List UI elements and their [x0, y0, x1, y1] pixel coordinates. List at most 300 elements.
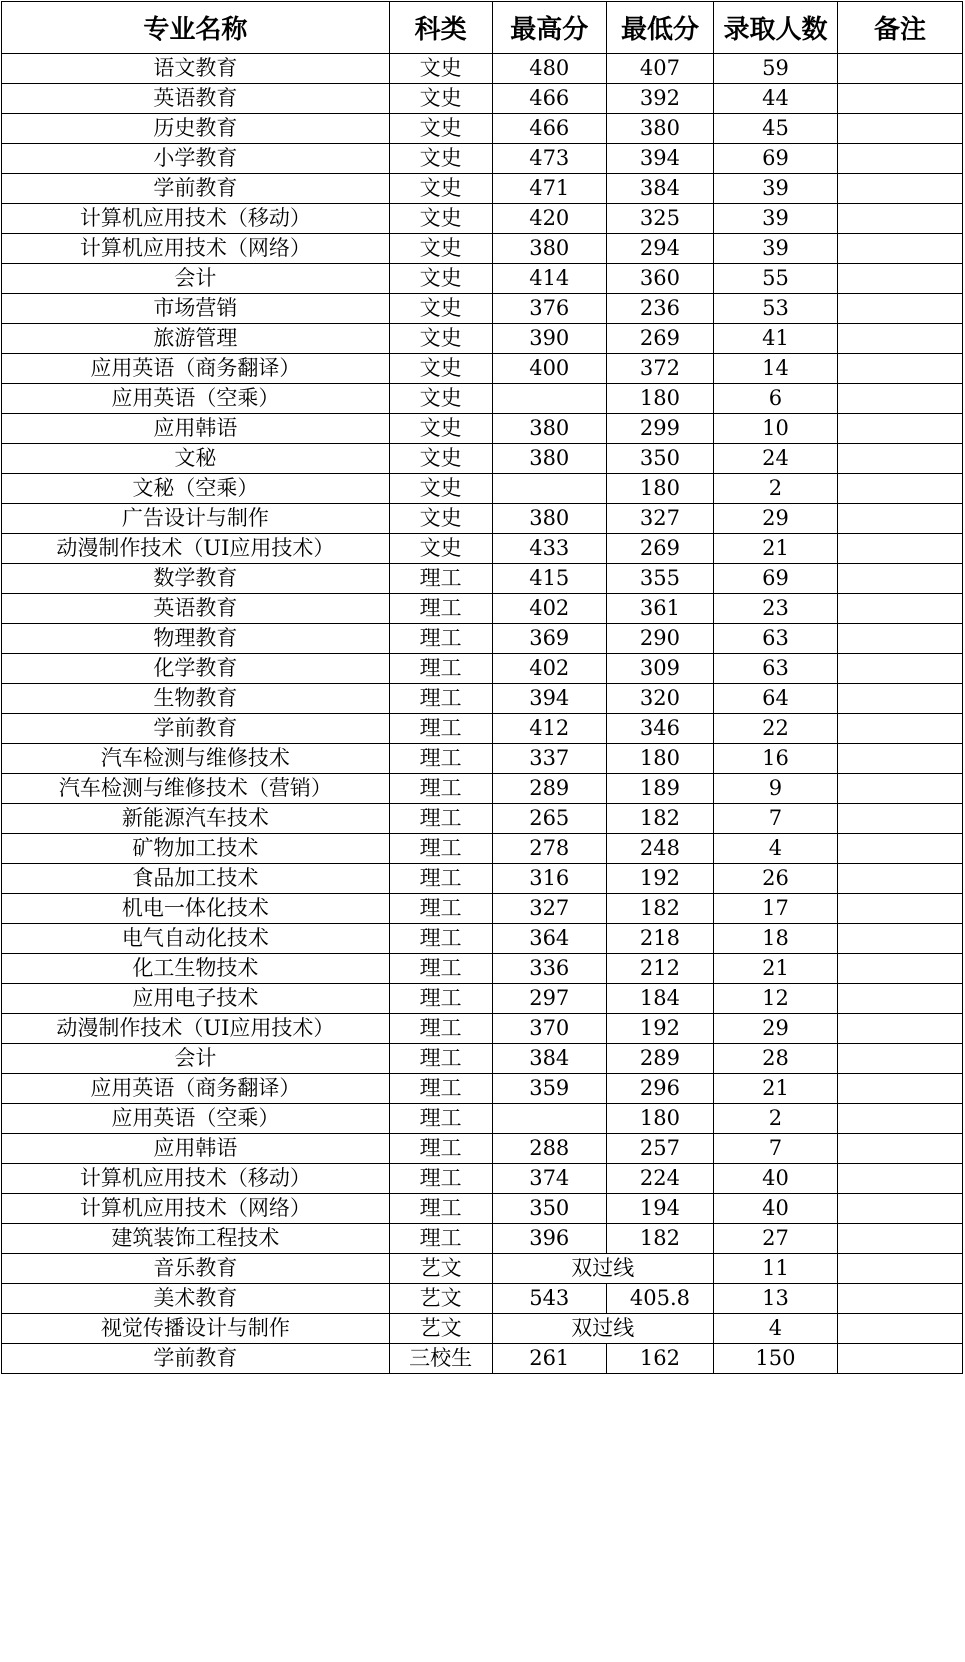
category-cell: 理工	[389, 1104, 492, 1134]
min-score-cell: 296	[606, 1074, 713, 1104]
category-cell: 文史	[389, 504, 492, 534]
admitted-count-cell: 64	[713, 684, 837, 714]
min-score-cell: 289	[606, 1044, 713, 1074]
admitted-count-cell: 150	[713, 1344, 837, 1374]
min-score-cell: 248	[606, 834, 713, 864]
table-row	[2, 474, 963, 504]
category-cell: 文史	[389, 474, 492, 504]
major-cell: 应用英语（空乘）	[2, 384, 390, 414]
major-cell: 文秘	[2, 444, 390, 474]
table-row	[2, 354, 963, 384]
max-score-cell: 336	[492, 954, 606, 984]
min-score-cell: 180	[606, 474, 713, 504]
max-score-cell: 350	[492, 1194, 606, 1224]
table-row	[2, 714, 963, 744]
major-cell: 英语教育	[2, 84, 390, 114]
category-cell: 理工	[389, 1224, 492, 1254]
major-cell: 物理教育	[2, 624, 390, 654]
admitted-count-cell: 69	[713, 144, 837, 174]
min-score-cell: 361	[606, 594, 713, 624]
major-cell: 文秘（空乘）	[2, 474, 390, 504]
table-row	[2, 324, 963, 354]
note-cell	[837, 1074, 962, 1104]
table-row	[2, 1194, 963, 1224]
table-row	[2, 1344, 963, 1374]
min-score-cell: 384	[606, 174, 713, 204]
table-row	[2, 654, 963, 684]
category-cell: 理工	[389, 774, 492, 804]
major-cell: 汽车检测与维修技术	[2, 744, 390, 774]
admitted-count-cell: 40	[713, 1164, 837, 1194]
major-cell: 数学教育	[2, 564, 390, 594]
category-cell: 艺文	[389, 1314, 492, 1344]
major-cell: 英语教育	[2, 594, 390, 624]
min-score-cell: 184	[606, 984, 713, 1014]
min-score-cell: 257	[606, 1134, 713, 1164]
table-row	[2, 1044, 963, 1074]
table-row	[2, 1224, 963, 1254]
table-row	[2, 684, 963, 714]
category-cell: 理工	[389, 894, 492, 924]
max-score-cell: 471	[492, 174, 606, 204]
note-cell	[837, 594, 962, 624]
note-cell	[837, 1284, 962, 1314]
table-row	[2, 264, 963, 294]
header-admitted-count: 录取人数	[713, 2, 837, 54]
table-row	[2, 834, 963, 864]
admission-scores-table	[1, 1, 963, 1374]
min-score-cell: 180	[606, 744, 713, 774]
admitted-count-cell: 10	[713, 414, 837, 444]
score-merged-cell: 双过线	[492, 1314, 713, 1344]
min-score-cell: 224	[606, 1164, 713, 1194]
note-cell	[837, 234, 962, 264]
max-score-cell: 402	[492, 594, 606, 624]
admitted-count-cell: 63	[713, 624, 837, 654]
note-cell	[837, 444, 962, 474]
major-cell: 电气自动化技术	[2, 924, 390, 954]
min-score-cell: 405.8	[606, 1284, 713, 1314]
note-cell	[837, 834, 962, 864]
max-score-cell: 380	[492, 414, 606, 444]
max-score-cell: 380	[492, 504, 606, 534]
admitted-count-cell: 29	[713, 1014, 837, 1044]
note-cell	[837, 1134, 962, 1164]
max-score-cell: 380	[492, 234, 606, 264]
min-score-cell: 192	[606, 1014, 713, 1044]
note-cell	[837, 474, 962, 504]
major-cell: 历史教育	[2, 114, 390, 144]
admitted-count-cell: 39	[713, 234, 837, 264]
table-body	[2, 54, 963, 1374]
min-score-cell: 189	[606, 774, 713, 804]
max-score-cell: 359	[492, 1074, 606, 1104]
admitted-count-cell: 69	[713, 564, 837, 594]
admitted-count-cell: 11	[713, 1254, 837, 1284]
min-score-cell: 350	[606, 444, 713, 474]
major-cell: 计算机应用技术（网络）	[2, 1194, 390, 1224]
major-cell: 动漫制作技术（UI应用技术）	[2, 1014, 390, 1044]
max-score-cell: 543	[492, 1284, 606, 1314]
major-cell: 动漫制作技术（UI应用技术）	[2, 534, 390, 564]
category-cell: 文史	[389, 144, 492, 174]
table-row	[2, 504, 963, 534]
major-cell: 新能源汽车技术	[2, 804, 390, 834]
category-cell: 理工	[389, 924, 492, 954]
note-cell	[837, 264, 962, 294]
category-cell: 理工	[389, 1014, 492, 1044]
admitted-count-cell: 9	[713, 774, 837, 804]
note-cell	[837, 774, 962, 804]
max-score-cell: 261	[492, 1344, 606, 1374]
major-cell: 市场营销	[2, 294, 390, 324]
table-row	[2, 774, 963, 804]
min-score-cell: 212	[606, 954, 713, 984]
major-cell: 化工生物技术	[2, 954, 390, 984]
table-row	[2, 594, 963, 624]
note-cell	[837, 84, 962, 114]
table-row	[2, 564, 963, 594]
note-cell	[837, 684, 962, 714]
category-cell: 理工	[389, 654, 492, 684]
min-score-cell: 218	[606, 924, 713, 954]
min-score-cell: 162	[606, 1344, 713, 1374]
major-cell: 应用英语（商务翻译）	[2, 354, 390, 384]
category-cell: 理工	[389, 624, 492, 654]
major-cell: 应用英语（商务翻译）	[2, 1074, 390, 1104]
major-cell: 建筑装饰工程技术	[2, 1224, 390, 1254]
note-cell	[837, 1164, 962, 1194]
admitted-count-cell: 14	[713, 354, 837, 384]
admitted-count-cell: 28	[713, 1044, 837, 1074]
note-cell	[837, 1314, 962, 1344]
admitted-count-cell: 6	[713, 384, 837, 414]
max-score-cell: 265	[492, 804, 606, 834]
score-merged-cell: 双过线	[492, 1254, 713, 1284]
min-score-cell: 360	[606, 264, 713, 294]
max-score-cell: 396	[492, 1224, 606, 1254]
max-score-cell: 370	[492, 1014, 606, 1044]
header-category: 科类	[389, 2, 492, 54]
admitted-count-cell: 12	[713, 984, 837, 1014]
admitted-count-cell: 21	[713, 534, 837, 564]
min-score-cell: 380	[606, 114, 713, 144]
min-score-cell: 327	[606, 504, 713, 534]
admitted-count-cell: 63	[713, 654, 837, 684]
note-cell	[837, 144, 962, 174]
min-score-cell: 182	[606, 1224, 713, 1254]
admitted-count-cell: 22	[713, 714, 837, 744]
category-cell: 文史	[389, 54, 492, 84]
note-cell	[837, 114, 962, 144]
max-score-cell: 433	[492, 534, 606, 564]
table-row	[2, 84, 963, 114]
note-cell	[837, 324, 962, 354]
major-cell: 食品加工技术	[2, 864, 390, 894]
admitted-count-cell: 53	[713, 294, 837, 324]
category-cell: 三校生	[389, 1344, 492, 1374]
category-cell: 理工	[389, 804, 492, 834]
min-score-cell: 269	[606, 324, 713, 354]
min-score-cell: 180	[606, 1104, 713, 1134]
major-cell: 机电一体化技术	[2, 894, 390, 924]
major-cell: 学前教育	[2, 1344, 390, 1374]
category-cell: 文史	[389, 414, 492, 444]
note-cell	[837, 714, 962, 744]
table-row	[2, 1164, 963, 1194]
table-row	[2, 1074, 963, 1104]
min-score-cell: 290	[606, 624, 713, 654]
admitted-count-cell: 2	[713, 474, 837, 504]
table-row	[2, 894, 963, 924]
header-max-score: 最高分	[492, 2, 606, 54]
admitted-count-cell: 4	[713, 834, 837, 864]
max-score-cell: 278	[492, 834, 606, 864]
max-score-cell: 380	[492, 444, 606, 474]
category-cell: 理工	[389, 864, 492, 894]
max-score-cell: 327	[492, 894, 606, 924]
category-cell: 理工	[389, 744, 492, 774]
note-cell	[837, 564, 962, 594]
major-cell: 旅游管理	[2, 324, 390, 354]
table-row	[2, 54, 963, 84]
category-cell: 文史	[389, 534, 492, 564]
min-score-cell: 355	[606, 564, 713, 594]
max-score-cell: 420	[492, 204, 606, 234]
max-score-cell: 415	[492, 564, 606, 594]
note-cell	[837, 1224, 962, 1254]
note-cell	[837, 804, 962, 834]
table-row	[2, 954, 963, 984]
max-score-cell	[492, 474, 606, 504]
note-cell	[837, 1254, 962, 1284]
header-note: 备注	[837, 2, 962, 54]
category-cell: 艺文	[389, 1254, 492, 1284]
category-cell: 文史	[389, 204, 492, 234]
max-score-cell: 289	[492, 774, 606, 804]
table-row	[2, 624, 963, 654]
max-score-cell: 337	[492, 744, 606, 774]
category-cell: 理工	[389, 984, 492, 1014]
category-cell: 理工	[389, 954, 492, 984]
min-score-cell: 180	[606, 384, 713, 414]
note-cell	[837, 924, 962, 954]
category-cell: 理工	[389, 1044, 492, 1074]
note-cell	[837, 174, 962, 204]
category-cell: 理工	[389, 1164, 492, 1194]
min-score-cell: 299	[606, 414, 713, 444]
major-cell: 汽车检测与维修技术（营销）	[2, 774, 390, 804]
major-cell: 化学教育	[2, 654, 390, 684]
admitted-count-cell: 17	[713, 894, 837, 924]
admitted-count-cell: 16	[713, 744, 837, 774]
min-score-cell: 346	[606, 714, 713, 744]
table-row	[2, 444, 963, 474]
note-cell	[837, 1344, 962, 1374]
admitted-count-cell: 13	[713, 1284, 837, 1314]
note-cell	[837, 414, 962, 444]
max-score-cell: 402	[492, 654, 606, 684]
category-cell: 文史	[389, 354, 492, 384]
note-cell	[837, 1014, 962, 1044]
major-cell: 学前教育	[2, 174, 390, 204]
category-cell: 理工	[389, 594, 492, 624]
admitted-count-cell: 23	[713, 594, 837, 624]
admitted-count-cell: 44	[713, 84, 837, 114]
note-cell	[837, 1044, 962, 1074]
category-cell: 理工	[389, 684, 492, 714]
major-cell: 计算机应用技术（移动）	[2, 1164, 390, 1194]
max-score-cell: 390	[492, 324, 606, 354]
note-cell	[837, 384, 962, 414]
admitted-count-cell: 39	[713, 204, 837, 234]
category-cell: 理工	[389, 1134, 492, 1164]
category-cell: 文史	[389, 84, 492, 114]
major-cell: 应用英语（空乘）	[2, 1104, 390, 1134]
note-cell	[837, 894, 962, 924]
category-cell: 文史	[389, 174, 492, 204]
category-cell: 文史	[389, 234, 492, 264]
min-score-cell: 325	[606, 204, 713, 234]
major-cell: 应用韩语	[2, 1134, 390, 1164]
table-row	[2, 384, 963, 414]
max-score-cell	[492, 384, 606, 414]
admitted-count-cell: 18	[713, 924, 837, 954]
major-cell: 应用韩语	[2, 414, 390, 444]
table-row	[2, 744, 963, 774]
max-score-cell: 394	[492, 684, 606, 714]
table-row	[2, 1014, 963, 1044]
major-cell: 矿物加工技术	[2, 834, 390, 864]
note-cell	[837, 984, 962, 1014]
max-score-cell: 414	[492, 264, 606, 294]
major-cell: 广告设计与制作	[2, 504, 390, 534]
table-row	[2, 1284, 963, 1314]
table-row	[2, 534, 963, 564]
category-cell: 文史	[389, 114, 492, 144]
major-cell: 小学教育	[2, 144, 390, 174]
note-cell	[837, 624, 962, 654]
note-cell	[837, 354, 962, 384]
min-score-cell: 182	[606, 894, 713, 924]
major-cell: 语文教育	[2, 54, 390, 84]
major-cell: 计算机应用技术（网络）	[2, 234, 390, 264]
max-score-cell: 412	[492, 714, 606, 744]
category-cell: 理工	[389, 564, 492, 594]
admitted-count-cell: 21	[713, 1074, 837, 1104]
admitted-count-cell: 55	[713, 264, 837, 294]
admitted-count-cell: 41	[713, 324, 837, 354]
note-cell	[837, 864, 962, 894]
category-cell: 文史	[389, 294, 492, 324]
admitted-count-cell: 39	[713, 174, 837, 204]
table-row	[2, 804, 963, 834]
category-cell: 理工	[389, 714, 492, 744]
major-cell: 计算机应用技术（移动）	[2, 204, 390, 234]
max-score-cell: 297	[492, 984, 606, 1014]
max-score-cell: 480	[492, 54, 606, 84]
min-score-cell: 320	[606, 684, 713, 714]
category-cell: 文史	[389, 444, 492, 474]
min-score-cell: 392	[606, 84, 713, 114]
max-score-cell: 288	[492, 1134, 606, 1164]
min-score-cell: 192	[606, 864, 713, 894]
note-cell	[837, 1104, 962, 1134]
major-cell: 学前教育	[2, 714, 390, 744]
max-score-cell: 374	[492, 1164, 606, 1194]
max-score-cell: 376	[492, 294, 606, 324]
note-cell	[837, 654, 962, 684]
min-score-cell: 394	[606, 144, 713, 174]
category-cell: 文史	[389, 324, 492, 354]
note-cell	[837, 294, 962, 324]
admitted-count-cell: 2	[713, 1104, 837, 1134]
major-cell: 美术教育	[2, 1284, 390, 1314]
category-cell: 理工	[389, 834, 492, 864]
table-row	[2, 1104, 963, 1134]
table-row	[2, 1314, 963, 1344]
min-score-cell: 194	[606, 1194, 713, 1224]
header-row	[2, 2, 963, 54]
admitted-count-cell: 7	[713, 804, 837, 834]
table-row	[2, 174, 963, 204]
min-score-cell: 236	[606, 294, 713, 324]
table-row	[2, 144, 963, 174]
table-row	[2, 204, 963, 234]
max-score-cell: 384	[492, 1044, 606, 1074]
max-score-cell: 316	[492, 864, 606, 894]
max-score-cell: 466	[492, 114, 606, 144]
header-min-score: 最低分	[606, 2, 713, 54]
max-score-cell: 364	[492, 924, 606, 954]
table-row	[2, 234, 963, 264]
category-cell: 理工	[389, 1194, 492, 1224]
admitted-count-cell: 45	[713, 114, 837, 144]
major-cell: 应用电子技术	[2, 984, 390, 1014]
table-row	[2, 864, 963, 894]
header-major: 专业名称	[2, 2, 390, 54]
min-score-cell: 182	[606, 804, 713, 834]
admitted-count-cell: 29	[713, 504, 837, 534]
admitted-count-cell: 26	[713, 864, 837, 894]
table-row	[2, 1254, 963, 1284]
table-row	[2, 984, 963, 1014]
table-row	[2, 1134, 963, 1164]
table-row	[2, 294, 963, 324]
min-score-cell: 407	[606, 54, 713, 84]
category-cell: 文史	[389, 264, 492, 294]
max-score-cell: 400	[492, 354, 606, 384]
note-cell	[837, 954, 962, 984]
min-score-cell: 372	[606, 354, 713, 384]
major-cell: 视觉传播设计与制作	[2, 1314, 390, 1344]
max-score-cell: 466	[492, 84, 606, 114]
admitted-count-cell: 24	[713, 444, 837, 474]
admitted-count-cell: 59	[713, 54, 837, 84]
min-score-cell: 269	[606, 534, 713, 564]
table-row	[2, 924, 963, 954]
note-cell	[837, 504, 962, 534]
note-cell	[837, 744, 962, 774]
major-cell: 会计	[2, 264, 390, 294]
note-cell	[837, 1194, 962, 1224]
admitted-count-cell: 27	[713, 1224, 837, 1254]
min-score-cell: 294	[606, 234, 713, 264]
category-cell: 艺文	[389, 1284, 492, 1314]
table-row	[2, 114, 963, 144]
major-cell: 会计	[2, 1044, 390, 1074]
max-score-cell	[492, 1104, 606, 1134]
